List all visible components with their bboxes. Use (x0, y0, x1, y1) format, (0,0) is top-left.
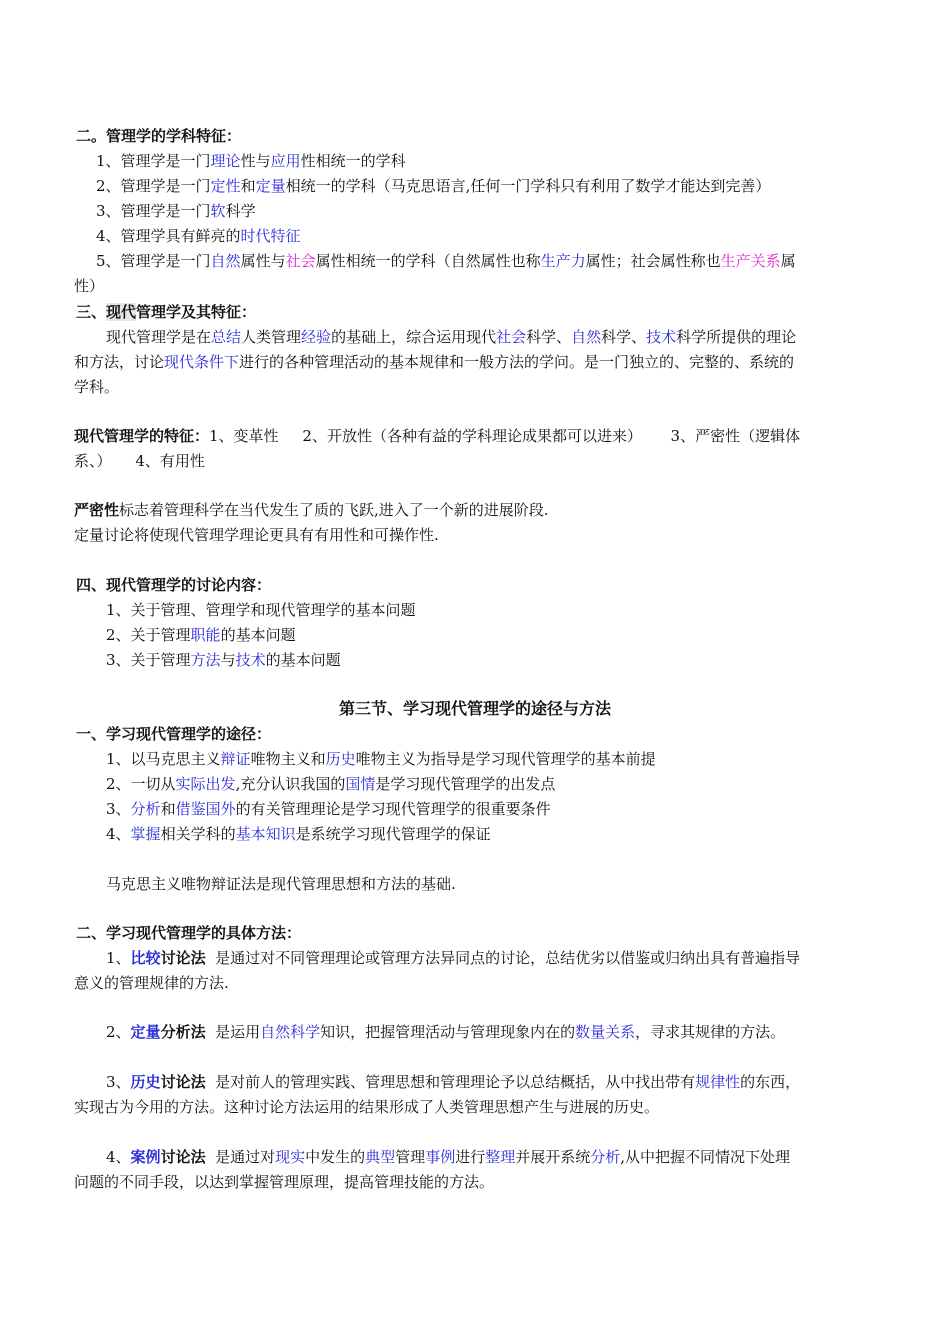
text: 性） (74, 277, 105, 295)
text: 科学所提供的理论 (676, 328, 797, 346)
keyword: 借鉴国外 (175, 800, 236, 818)
highlighted-text: 现代 (106, 303, 137, 321)
text: 2、管理学是一门 (96, 177, 211, 195)
section-heading (76, 573, 271, 597)
features-line (74, 449, 205, 473)
keyword: 社会 (285, 252, 316, 270)
text: 唯物主义和 (250, 750, 326, 768)
text: 科学 (225, 202, 256, 220)
text: 4、 (106, 825, 131, 843)
keyword: 事例 (425, 1148, 456, 1166)
text: 和 (160, 800, 176, 818)
text: 知识，把握管理活动与管理现象内在的 (320, 1023, 576, 1041)
text: 2、关于管理 (106, 626, 191, 644)
method-item (106, 1145, 790, 1169)
keyword: 现代条件下 (164, 353, 240, 371)
method-item (106, 946, 800, 970)
text: 的基本问题 (265, 651, 341, 669)
method-item (106, 1020, 785, 1044)
keyword: 基本知识 (235, 825, 296, 843)
keyword: 生产力 (540, 252, 586, 270)
bold-keyword: 历史 (130, 1073, 161, 1091)
text: 属性相统一的学科（自然属性也称 (315, 252, 541, 270)
text: 1、关于管理、管理学和现代管理学的基本问题 (106, 601, 416, 619)
text: 1、管理学是一门 (96, 152, 211, 170)
list-item (96, 224, 301, 248)
text: 的有关管理理论是学习现代管理学的很重要条件 (235, 800, 551, 818)
list-item (106, 747, 656, 771)
keyword: 实际出发 (175, 775, 236, 793)
text: 4、管理学具有鲜亮的 (96, 227, 241, 245)
text: 并展开系统 (515, 1148, 591, 1166)
keyword: 国情 (345, 775, 376, 793)
keyword: 理论 (210, 152, 241, 170)
list-item (96, 199, 256, 223)
paragraph-line (74, 350, 794, 374)
bold-keyword: 案例 (130, 1148, 161, 1166)
keyword: 时代特征 (240, 227, 301, 245)
section-heading (76, 124, 241, 148)
text: 属性与 (240, 252, 286, 270)
list-item (106, 623, 296, 647)
text: 3、关于管理 (106, 651, 191, 669)
text: 定量讨论将使现代管理学理论更具有有用性和可操作性. (74, 526, 439, 544)
text: 相关学科的 (160, 825, 236, 843)
text: 学科。 (74, 378, 120, 396)
method-item-continuation (74, 1170, 494, 1194)
text: 与 (220, 651, 236, 669)
keyword: 应用 (270, 152, 301, 170)
text: 人类管理 (241, 328, 302, 346)
keyword: 自然 (210, 252, 241, 270)
text: 是系统学习现代管理学的保证 (295, 825, 491, 843)
list-item (96, 249, 796, 273)
text: 的东西， (740, 1073, 801, 1091)
keyword: 方法 (190, 651, 221, 669)
paragraph-line (74, 523, 439, 547)
section-heading (76, 300, 256, 324)
text: 科学、 (601, 328, 647, 346)
text: 的基础上，综合运用现代 (331, 328, 497, 346)
paragraph-line (106, 325, 796, 349)
text: 是对前人的管理实践、管理思想和管理理论予以总结概括，从中找出带有 (205, 1073, 696, 1091)
text: 1、以马克思主义 (106, 750, 221, 768)
text: 5、管理学是一门 (96, 252, 211, 270)
paragraph-line (74, 498, 549, 522)
keyword: 技术 (235, 651, 266, 669)
text: 是通过对不同管理理论或管理方法异同点的讨论，总结优劣以借鉴或归纳出具有普遍指导 (205, 949, 801, 967)
keyword: 技术 (646, 328, 677, 346)
text: 管理学及其特征： (136, 303, 257, 321)
text: 唯物主义为指导是学习现代管理学的基本前提 (355, 750, 656, 768)
keyword: 定性 (210, 177, 241, 195)
text: 2、一切从 (106, 775, 176, 793)
bold-term: 讨论法 (160, 1148, 206, 1166)
features-line (74, 424, 800, 448)
text: 标志着管理科学在当代发生了质的飞跃,进入了一个新的进展阶段. (119, 501, 549, 519)
section-heading-text: 一、学习现代管理学的途径： (76, 725, 272, 743)
text: 4、 (106, 1148, 131, 1166)
text: ,充分认识我国的 (235, 775, 346, 793)
section-heading (76, 921, 301, 945)
method-item (106, 1070, 800, 1094)
text: 进行的各种管理活动的基本规律和一般方法的学问。是一门独立的、完整的、系统的 (239, 353, 795, 371)
text: 中发生的 (305, 1148, 366, 1166)
keyword: 规律性 (695, 1073, 741, 1091)
keyword: 辩证 (220, 750, 251, 768)
keyword: 生产关系 (720, 252, 781, 270)
list-item (106, 648, 341, 672)
section-heading (76, 722, 271, 746)
text: 实现古为今用的方法。这种讨论方法运用的结果形成了人类管理思想产生与进展的历史。 (74, 1098, 660, 1116)
text: ,从中把握不同情况下处理 (620, 1148, 791, 1166)
title-text: 第三节、学习现代管理学的途径与方法 (338, 699, 611, 718)
text: 性与 (240, 152, 271, 170)
text: 是学习现代管理学的出发点 (375, 775, 556, 793)
section-heading-text: 二、学习现代管理学的具体方法： (76, 924, 302, 942)
section-heading-text: 四、现代管理学的讨论内容： (76, 576, 272, 594)
keyword: 职能 (190, 626, 221, 644)
text: 马克思主义唯物辩证法是现代管理思想和方法的基础. (106, 875, 456, 893)
text: 和方法，讨论 (74, 353, 165, 371)
bold-term: 严密性 (74, 501, 120, 519)
keyword: 历史 (325, 750, 356, 768)
keyword: 分析 (130, 800, 161, 818)
keyword: 经验 (301, 328, 332, 346)
text: 科学、 (526, 328, 572, 346)
keyword: 数量关系 (575, 1023, 636, 1041)
bold-term: 讨论法 (160, 1073, 206, 1091)
keyword: 现实 (275, 1148, 306, 1166)
keyword: 分析 (590, 1148, 621, 1166)
text: 2、 (106, 1023, 131, 1041)
text: 性相统一的学科 (300, 152, 406, 170)
text: 属 (780, 252, 796, 270)
paragraph-line (106, 872, 456, 896)
text: 相统一的学科（马克思语言,任何一门学科只有利用了数学才能达到完善） (285, 177, 771, 195)
text: 3、管理学是一门 (96, 202, 211, 220)
paragraph-line (74, 375, 119, 399)
bold-term: 分析法 (160, 1023, 206, 1041)
text: 3、 (106, 1073, 131, 1091)
text: 1、 (106, 949, 131, 967)
text: 系、） 4、有用性 (74, 452, 205, 470)
list-item (96, 149, 406, 173)
keyword: 总结 (211, 328, 242, 346)
text: 问题的不同手段，以达到掌握管理原理，提高管理技能的方法。 (74, 1173, 495, 1191)
keyword: 整理 (485, 1148, 516, 1166)
list-item (106, 797, 551, 821)
section-heading-text: 二。管理学的学科特征： (76, 127, 242, 145)
text: 是运用 (205, 1023, 261, 1041)
chapter-section-title (0, 697, 950, 721)
text: 属性；社会属性称也 (585, 252, 721, 270)
text: 是通过对 (205, 1148, 276, 1166)
text: 进行 (455, 1148, 486, 1166)
text: 管理 (395, 1148, 426, 1166)
text: 的基本问题 (220, 626, 296, 644)
features-label: 现代管理学的特征： (74, 427, 210, 445)
keyword: 软 (210, 202, 226, 220)
list-item (96, 174, 770, 198)
bold-keyword: 定量 (130, 1023, 161, 1041)
list-item (106, 772, 555, 796)
list-item (106, 822, 491, 846)
text: 三、 (76, 303, 107, 321)
keyword: 典型 (365, 1148, 396, 1166)
list-item-continuation (74, 274, 104, 298)
text: 现代管理学是在 (106, 328, 212, 346)
method-item-continuation (74, 1095, 659, 1119)
list-item (106, 598, 416, 622)
bold-keyword: 比较 (130, 949, 161, 967)
keyword: 自然科学 (260, 1023, 321, 1041)
text: 1、变革性 2、开放性（各种有益的学科理论成果都可以进来） 3、严密性（逻辑体 (209, 427, 801, 445)
method-item-continuation (74, 971, 229, 995)
bold-term: 讨论法 (160, 949, 206, 967)
keyword: 掌握 (130, 825, 161, 843)
text: 和 (240, 177, 256, 195)
text: 意义的管理规律的方法. (74, 974, 229, 992)
keyword: 社会 (496, 328, 527, 346)
text: ，寻求其规律的方法。 (635, 1023, 786, 1041)
text: 3、 (106, 800, 131, 818)
keyword: 定量 (255, 177, 286, 195)
keyword: 自然 (571, 328, 602, 346)
